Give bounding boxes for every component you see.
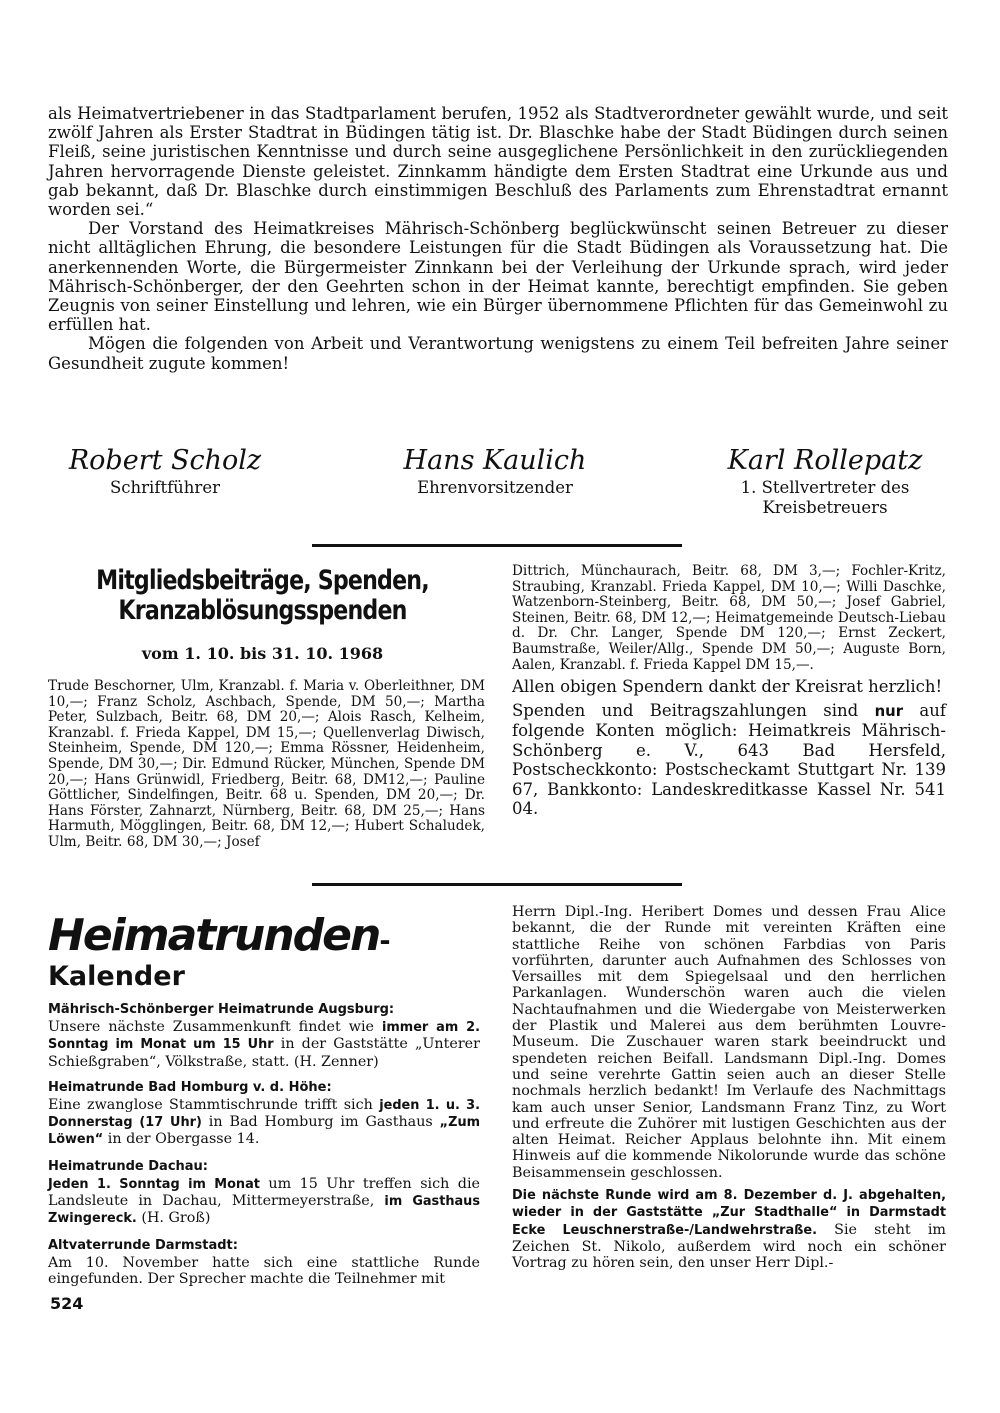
signature-block <box>705 444 945 518</box>
accounts-note <box>512 701 946 819</box>
text: Sie steht im Zeichen St. Nikolo, außerdem wird noch ein schöner Vortrag zu hören sein, den unser Herr Dipl.- <box>512 1221 946 1272</box>
divider <box>312 544 682 547</box>
donor-list: Dittrich, Münchaurach, Beitr. 68, DM 3,—; Fochler-Kritz, Straubing, Kranzabl. Frieda Kappel, DM 10,—; Willi Daschke, Watzenborn-Steinberg, Beitr. 68, DM 50,—; Josef Gabriel, Steinen, Beitr. 68, DM 12,—; Heimatgemeinde Deutsch-Liebau d. Dr. Chr. Langer, Spende DM 120,—; Ernst Zeckert, Baumstraße, Weiler/Allg., Spende DM 50,—; Auguste Born, Aalen, Kranzabl. f. Frieda Kappel DM 15,—. <box>512 563 946 673</box>
section-text <box>48 1176 480 1228</box>
section-text: Am 10. November hatte sich eine stattliche Runde eingefunden. Der Sprecher machte die Teilnehmer mit <box>48 1254 480 1287</box>
text: in der Gaststätte „Unterer Schießgraben“, Völkstraße, statt. (H. Zenner) <box>48 1036 480 1070</box>
section-heading: Heimatrunde Dachau: <box>48 1158 209 1174</box>
emphasis: nur <box>874 701 904 720</box>
kalender-title <box>48 910 480 992</box>
text: Spenden und Beitragszahlungen sind <box>512 700 875 720</box>
page-number: 524 <box>50 1294 84 1313</box>
section-text <box>48 1019 480 1070</box>
emphasis: Die nächste Runde wird am 8. Dezember d. J. abgehalten, wieder in der Gaststätte „Zur Stadthalle“ in Darmstadt Ecke Leuschnerstraße-/Landwehrstraße. <box>512 1188 946 1238</box>
title-part: -Kalender <box>48 926 391 992</box>
donations-right-column <box>512 564 946 819</box>
text: auf folgende Konten möglich: Heimatkreis Mährisch-Schönberg e. V., 643 Bad Hersfeld, Postscheckkonto: Postscheckamt Stuttgart Nr. 139 67, Bankkonto: Landeskreditkasse Kassel Nr. 541 04. <box>512 700 946 819</box>
section-heading: Altvaterrunde Darmstadt: <box>48 1237 238 1253</box>
section-text <box>512 1187 946 1271</box>
emphasis: im Gasthaus Zwingereck. <box>48 1194 480 1227</box>
text: in der Obergasse 14. <box>103 1131 260 1148</box>
emphasis: immer am 2. Sonntag im Monat um 15 Uhr <box>48 1020 480 1053</box>
section-heading: Mährisch-Schönberger Heimatrunde Augsburg: <box>48 1002 395 1017</box>
signature-role: Ehrenvorsitzender <box>417 478 573 497</box>
emphasis: „Zum Löwen“ <box>48 1115 481 1148</box>
donations-period: vom 1. 10. bis 31. 10. 1968 <box>141 644 384 663</box>
intro-paragraph: Der Vorstand des Heimatkreises Mährisch-Schönberg beglückwünscht seinen Betreuer zu dieser nicht alltäglichen Ehrung, die besondere Leistungen für die Stadt Büdingen als Voraussetzung hat. Die anerkennenden Worte, die Bürgermeister Zinnkann bei der Verleihung der Urkunde sprach, wird jeder Mährisch-Schönberger, der den Geehrten schon in der Heimat kannte, berechtigt empfinden. Sie geben Zeugnis von seiner Einstellung und lehren, wie ein Bürger übernommene Pflichten für das Gemeinwohl zu erfüllen hat. <box>48 219 948 335</box>
signature-block <box>380 444 610 498</box>
section-text: Herrn Dipl.-Ing. Heribert Domes und dessen Frau Alice bekannt, die der Runde mit vereinten Kräften eine stattliche Reihe von schönen Farbdias von Paris vorführten, darunter auch Aufnahmen des Schlosses von Versailles mit dem Spiegelsaal und den herrlichen Parkanlagen. Wunderschön waren auch die vielen Nachtaufnahmen und die Wiedergabe von Meisterwerken der Plastik und Malerei aus dem berühmten Louvre-Museum. Die Zuschauer waren stark beeindruckt und spendeten reichen Beifall. Landsmann Dipl.-Ing. Domes und seine verehrte Gattin seien auch an dieser Stelle nochmals herzlich bedankt! Im Verlaufe des Nachmittags kam auch unser Senior, Landsmann Franz Tinz, zu Wort und erfreute die Zuhörer mit lustigen Geschichten aus der alten Heimat. Reicher Applaus belohnte ihn. Mit einem Hinweis auf die kommende Nikolorunde wurde das schöne Beisammensein geschlossen. <box>512 904 946 1181</box>
donations-title: Mitgliedsbeiträge, Spenden, Kranzablösungsspenden <box>96 565 429 626</box>
signature-block <box>60 444 270 498</box>
signature-name: Hans Kaulich <box>403 445 587 476</box>
text: Unsere nächste Zusammenkunft findet wie <box>48 1019 382 1035</box>
intro-text <box>48 104 948 373</box>
donations-left-column <box>40 566 485 851</box>
text: Eine zwanglose Stammtischrunde trifft sich <box>48 1096 380 1113</box>
intro-paragraph: Mögen die folgenden von Arbeit und Verantwortung wenigstens zu einem Teil befreiten Jahre seiner Gesundheit zugute kommen! <box>48 334 948 373</box>
section-heading: Heimatrunde Bad Homburg v. d. Höhe: <box>48 1079 332 1095</box>
emphasis: jeden 1. u. 3. Donnerstag (17 Uhr) <box>48 1097 480 1131</box>
text: in Bad Homburg im Gasthaus <box>201 1114 440 1131</box>
divider <box>312 883 682 886</box>
signature-name: Karl Rollepatz <box>727 445 923 476</box>
title-part: Heimatrunden <box>48 910 380 961</box>
text: (H. Groß) <box>136 1210 211 1227</box>
intro-paragraph: als Heimatvertriebener in das Stadtparlament berufen, 1952 als Stadtverordneter gewählt wurde, und seit zwölf Jahren als Erster Stadtrat in Büdingen tätig ist. Dr. Blaschke habe der Stadt Büdingen durch seinen Fleiß, seine juristischen Kenntnisse und durch seine ausgeglichene Persönlichkeit in den zurückliegenden Jahren hervorragende Dienste geleistet. Zinnkamm händigte dem Ersten Stadtrat eine Urkunde aus und gab bekannt, daß Dr. Blaschke durch einstimmigen Beschluß des Parlaments zum Ehrenstadtrat ernannt worden sei.“ <box>48 104 948 220</box>
kalender-right-column <box>512 904 946 1272</box>
thanks-note: Allen obigen Spendern dankt der Kreisrat herzlich! <box>512 677 943 697</box>
section-text <box>48 1097 480 1149</box>
signature-role: 1. Stellvertreter des Kreisbetreuers <box>740 478 910 517</box>
emphasis: Jeden 1. Sonntag im Monat <box>48 1176 260 1192</box>
signature-role: Schriftführer <box>110 478 220 497</box>
donor-list: Trude Beschorner, Ulm, Kranzabl. f. Maria v. Oberleithner, DM 10,—; Franz Scholz, Aschbach, Spende, DM 50,—; Martha Peter, Sulzbach, Beitr. 68, DM 20,—; Alois Rasch, Kelheim, Kranzabl. f. Frieda Kappel, DM 15,—; Quellenverlag Diwisch, Steinheim, Spende, DM 120,—; Emma Rössner, Heidenheim, Spende, DM 30,—; Dir. Edmund Rücker, München, Spende DM 20,—; Hans Grünwidl, Friedberg, Beitr. 68, DM12,—; Pauline Göttlicher, Sindelfingen, Beitr. 68 u. Spenden, DM 20,—; Dr. Hans Förster, Zahnarzt, Nürnberg, Beitr. 68, DM 25,—; Hans Harmuth, Mögglingen, Beitr. 68, DM 12,—; Hubert Schaludek, Ulm, Beitr. 68, DM 30,—; Josef <box>48 678 485 850</box>
kalender-left-column <box>48 910 480 1287</box>
text: um 15 Uhr treffen sich die Landsleute in Dachau, Mittermeyerstraße, <box>48 1175 480 1210</box>
signature-name: Robert Scholz <box>68 445 262 476</box>
